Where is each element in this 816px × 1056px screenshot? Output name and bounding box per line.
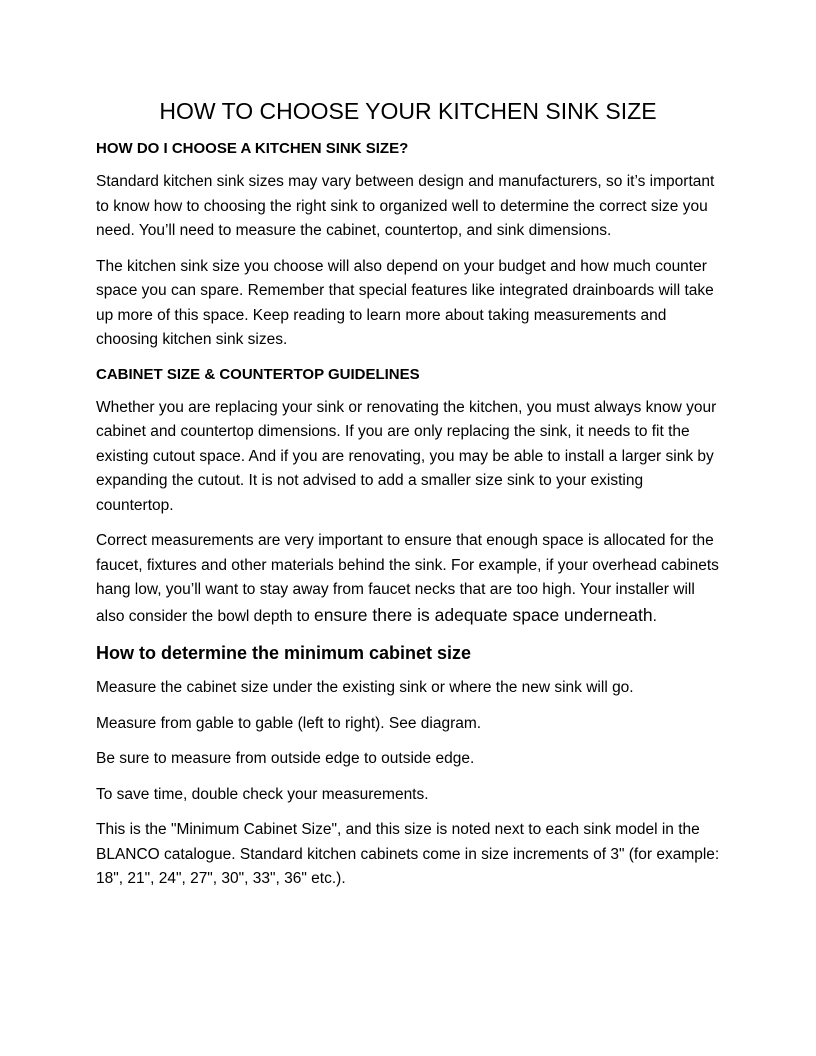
document-page (96, 96, 720, 903)
paragraph-standard-sizes: Standard kitchen sink sizes may vary between design and manufacturers, so it’s important to know how to choosing the right sink to organized well to determine the correct size you need. You’ll need to measure the cabinet, countertop, and sink dimensions. (96, 173, 715, 239)
instruction-double-check: To save time, double check your measurements. (96, 785, 429, 803)
paragraph-minimum-cabinet-size: This is the "Minimum Cabinet Size", and this size is noted next to each sink model in the BLANCO catalogue. Standard kitchen cabinets come in size increments of 3" (for example: 18", 21", 24", 27", 30", 33", 36" etc.). (96, 821, 720, 887)
instruction-measure-under-sink: Measure the cabinet size under the existing sink or where the new sink will go. (96, 679, 634, 696)
instruction-gable-to-gable: Measure from gable to gable (left to right). See diagram. (96, 714, 482, 732)
paragraph-correct-measurements-tail: ensure there is adequate space underneath (314, 604, 653, 625)
paragraph-correct-measurements-main: Correct measurements are very important to ensure that enough space is allocated for the faucet, fixtures and other materials behind the sink. For example, if your overhead cabinets hang low, you’ll want to stay away from faucet necks that are too high. Your installer will also consider the bowl depth to (96, 532, 719, 625)
section-heading-cabinet-guidelines: CABINET SIZE & COUNTERTOP GUIDELINES (96, 365, 420, 383)
document-title: HOW TO CHOOSE YOUR KITCHEN SINK SIZE (159, 98, 657, 124)
paragraph-correct-measurements-end: . (652, 607, 657, 625)
paragraph-replacing-renovating: Whether you are replacing your sink or renovating the kitchen, you must always know your cabinet and countertop dimensions. If you are only replacing the sink, it needs to fit the existing cutout space. And if you are renovating, you may be able to install a larger sink by expanding the cutout. It is not advised to add a smaller size sink to your existing countertop. (96, 398, 717, 514)
instruction-outside-edge: Be sure to measure from outside edge to outside edge. (96, 750, 475, 767)
section-heading-choose-size: HOW DO I CHOOSE A KITCHEN SINK SIZE? (96, 140, 409, 157)
paragraph-budget: The kitchen sink size you choose will also depend on your budget and how much counter space you can spare. Remember that special features like integrated drainboards will take up more of this space. Keep reading to learn more about taking measurements and choosing kitchen sink sizes. (96, 257, 714, 348)
paragraph-correct-measurements (96, 529, 720, 629)
section-heading-minimum-cabinet: How to determine the minimum cabinet size (96, 643, 472, 663)
